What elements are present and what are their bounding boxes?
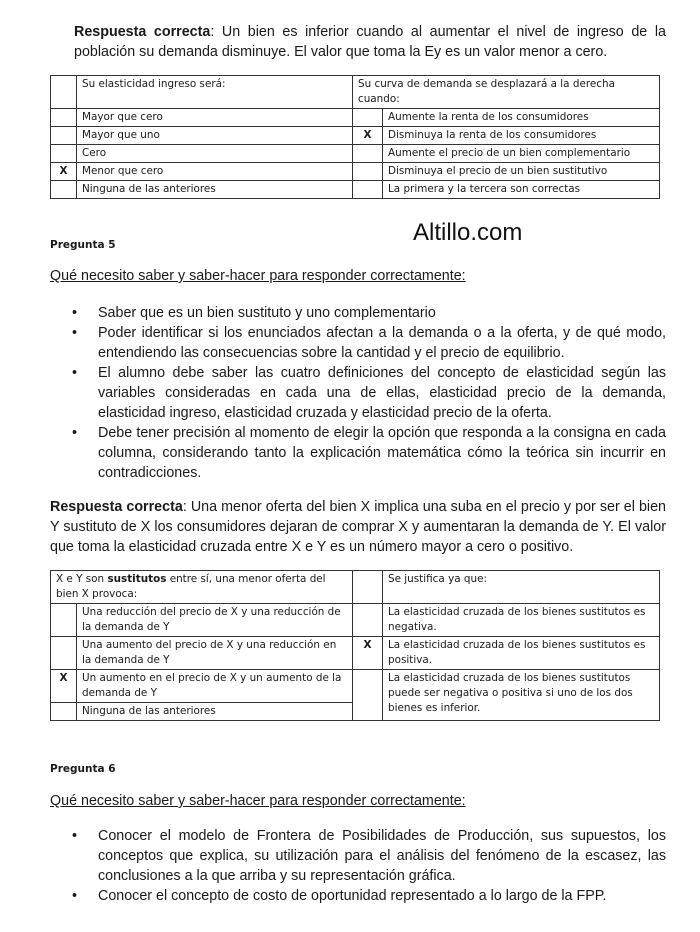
row-mark-left — [51, 637, 77, 670]
bullet-icon: • — [72, 365, 78, 381]
row-option-left: Ninguna de las anteriores — [77, 703, 353, 721]
row-mark-left — [51, 127, 77, 145]
answer-label: Respuesta correcta — [50, 499, 183, 515]
table-row — [51, 163, 660, 181]
list-item: • Poder identificar si los enunciados afectan a la demanda o a la oferta, y de qué modo, entendiendo las consecuencias sobre la cantidad y el precio de equilibrio. — [72, 325, 666, 361]
question-5-subtitle: Qué necesito saber y saber-hacer para responder correctamente: — [50, 268, 466, 284]
row-option-right: Aumente el precio de un bien complementario — [383, 145, 660, 163]
table-row — [51, 145, 660, 163]
row-option-right: La elasticidad cruzada de los bienes sustitutos puede ser negativa o positiva si uno de los dos bienes es inferior. — [383, 670, 660, 721]
row-mark-left: X — [51, 163, 77, 181]
table-header-right: Su curva de demanda se desplazará a la derecha cuando: — [353, 76, 660, 109]
row-mark-right: X — [353, 637, 383, 670]
answer-paragraph-2 — [50, 497, 666, 557]
answer-paragraph-1 — [74, 22, 666, 62]
row-mark-left — [51, 703, 77, 721]
bullet-icon: • — [72, 828, 78, 844]
answer-text: : Un bien es inferior cuando al aumentar el nivel de ingreso de la población su demanda disminuye. El valor que toma la Ey es un valor menor a cero. — [74, 24, 666, 60]
row-option-right: Disminuya la renta de los consumidores — [383, 127, 660, 145]
table-row — [51, 637, 660, 670]
table-row — [51, 109, 660, 127]
table-row — [51, 181, 660, 199]
row-mark-left — [51, 181, 77, 199]
row-mark-right — [353, 604, 383, 637]
row-option-right: Aumente la renta de los consumidores — [383, 109, 660, 127]
row-option-left: Cero — [77, 145, 353, 163]
table-header-left: Su elasticidad ingreso será: — [77, 76, 353, 109]
row-option-left: Mayor que uno — [77, 127, 353, 145]
answer-label: Respuesta correcta — [74, 24, 211, 40]
question-6-bullet-list — [50, 826, 666, 906]
row-mark-left: X — [51, 670, 77, 703]
row-mark-right: X — [353, 127, 383, 145]
table-header-right: Se justifica ya que: — [383, 571, 660, 604]
row-mark-right — [353, 109, 383, 127]
row-mark-right — [353, 163, 383, 181]
row-option-left: Un aumento en el precio de X y un aumento de la demanda de Y — [77, 670, 353, 703]
table-row — [51, 670, 660, 703]
table-row — [51, 127, 660, 145]
table-row — [51, 604, 660, 637]
question-6-subtitle: Qué necesito saber y saber-hacer para responder correctamente: — [50, 793, 466, 809]
row-mark-left — [51, 145, 77, 163]
table-header-row — [51, 76, 660, 109]
bullet-icon: • — [72, 425, 78, 441]
row-option-right: Disminuya el precio de un bien sustitutivo — [383, 163, 660, 181]
row-option-left: Menor que cero — [77, 163, 353, 181]
row-option-left: Una aumento del precio de X y una reducción en la demanda de Y — [77, 637, 353, 670]
row-mark-right — [353, 145, 383, 163]
list-item: • Conocer el concepto de costo de oportunidad representado a lo largo de la FPP. — [72, 888, 607, 904]
row-mark-right — [353, 670, 383, 721]
list-item: • Debe tener precisión al momento de elegir la opción que responda a la consigna en cada columna, considerando tanto la explicación matemática cómo la teórica sin incurrir en contradicciones. — [72, 425, 666, 481]
table-header-row — [51, 571, 660, 604]
list-item: • Saber que es un bien sustituto y uno complementario — [72, 305, 436, 321]
bullet-icon: • — [72, 325, 78, 341]
income-elasticity-table — [50, 75, 660, 199]
row-mark-left — [51, 604, 77, 637]
list-item: • El alumno debe saber las cuatro definiciones del concepto de elasticidad según las variables consideradas en cada una de ellas, elasticidad precio de la demanda, elasticidad ingreso, elasticidad cruzada y elasticidad precio de la oferta. — [72, 365, 666, 421]
row-option-left: Una reducción del precio de X y una reducción de la demanda de Y — [77, 604, 353, 637]
answer-text: : Una menor oferta del bien X implica una suba en el precio y por ser el bien Y sustituto de X los consumidores dejaran de comprar X y aumentaran la demanda de Y. El valor que toma la elasticidad cruzada entre X e Y es un número mayor a cero o positivo. — [50, 499, 666, 555]
row-mark-left — [51, 109, 77, 127]
cross-elasticity-table — [50, 570, 660, 721]
row-option-right: La elasticidad cruzada de los bienes sustitutos es negativa. — [383, 604, 660, 637]
row-option-left: Mayor que cero — [77, 109, 353, 127]
row-option-right: La primera y la tercera son correctas — [383, 181, 660, 199]
table-header-left: X e Y son sustitutos entre sí, una menor oferta del bien X provoca: — [51, 571, 353, 604]
bullet-icon: • — [72, 305, 78, 321]
question-5-title: Pregunta 5 — [50, 239, 116, 251]
question-6-title: Pregunta 6 — [50, 763, 116, 775]
question-5-bullet-list — [50, 303, 666, 483]
row-option-right: La elasticidad cruzada de los bienes sustitutos es positiva. — [383, 637, 660, 670]
bullet-icon: • — [72, 888, 78, 904]
row-option-left: Ninguna de las anteriores — [77, 181, 353, 199]
brand-watermark[interactable]: Altillo.com — [413, 219, 523, 246]
list-item: • Conocer el modelo de Frontera de Posibilidades de Producción, sus supuestos, los conceptos que explica, su utilización para el análisis del fenómeno de la escasez, las conclusiones a la que arriba y su representación gráfica. — [72, 828, 666, 884]
row-mark-right — [353, 181, 383, 199]
